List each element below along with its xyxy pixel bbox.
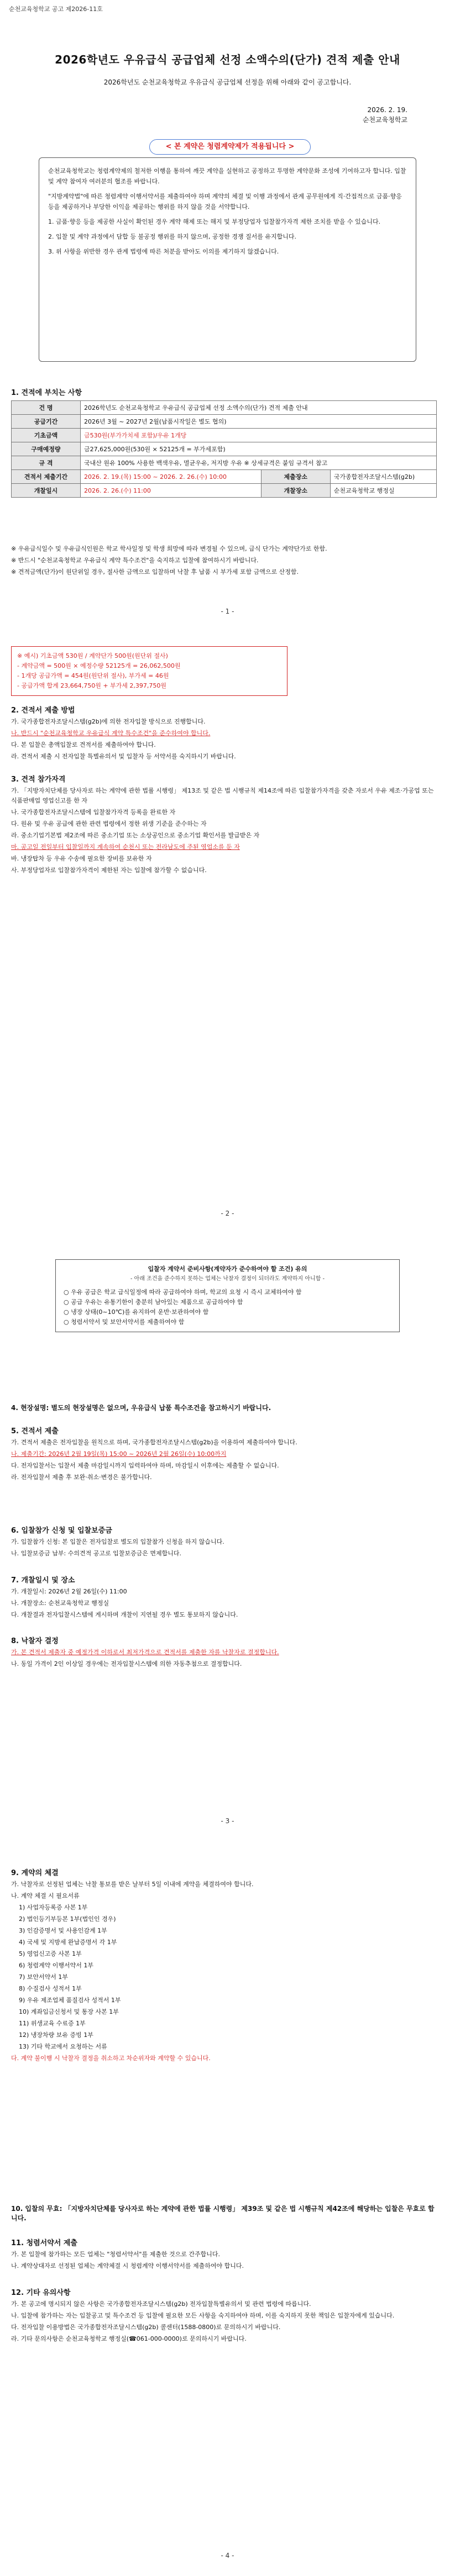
integrity-contract-banner: < 본 계약은 청렴계약제가 적용됩니다 > bbox=[149, 139, 311, 155]
body-line: 13) 기타 학교에서 요청하는 서류 bbox=[19, 2043, 107, 2050]
body-line: 가. 「지방자치단체를 당사자로 하는 계약에 관한 법률 시행령」 제13조 및 같은 법 시행규칙 제14조에 따른 입찰참가자격을 갖춘 자로서 우유 제조·가공업 또는 식품판매업 영업신고를 한 자 bbox=[11, 787, 434, 804]
table-key: 기초금액 bbox=[12, 429, 81, 442]
body-line: 6) 청렴계약 이행서약서 1부 bbox=[19, 1962, 94, 1969]
body-line: 8) 수질검사 성적서 1부 bbox=[19, 1985, 82, 1992]
table-key: 건 명 bbox=[12, 401, 81, 415]
body-line: 10) 계좌입금신청서 및 통장 사본 1부 bbox=[19, 2008, 119, 2015]
body-line: 라. 중소기업기본법 제2조에 따른 중소기업 또는 소상공인으로 중소기업 확인서를 발급받은 자 bbox=[11, 832, 260, 839]
sec1-notes bbox=[11, 544, 438, 579]
section-heading: 2. 견적서 제출 방법 bbox=[11, 706, 75, 715]
page-number: - 4 - bbox=[221, 2552, 234, 2559]
body-line: 바. 냉장탑차 등 우유 수송에 필요한 장비를 보유한 자 bbox=[11, 855, 152, 862]
table-row bbox=[12, 415, 437, 429]
condition-line: ○ 냉장 상태(0~10℃)를 유지하여 운반·보관하여야 함 bbox=[64, 1308, 209, 1316]
table-key: 개찰장소 bbox=[261, 484, 330, 498]
integrity-notice-box bbox=[39, 157, 416, 362]
notice-paragraph: 2. 입찰 및 계약 과정에서 담합 등 불공정 행위를 하지 않으며, 공정한 경쟁 질서를 유지합니다. bbox=[48, 233, 296, 240]
table-value: 2026. 2. 19.(목) 15:00 ~ 2026. 2. 26.(수) 10:00 bbox=[81, 470, 262, 484]
section-heading: 7. 개찰일시 및 장소 bbox=[11, 1576, 75, 1585]
body-line: 라. 전자입찰서 제출 후 보완·취소·변경은 불가합니다. bbox=[11, 1474, 152, 1481]
section-heading: 8. 낙찰자 결정 bbox=[11, 1637, 59, 1645]
table-value: 국내산 원유 100% 사용한 백색우유, 멸균우유, 저지방 우유 ※ 상세규격은 붙임 규격서 참고 bbox=[81, 456, 437, 470]
table-value: 2026학년도 순천교육청학교 우유급식 공급업체 선정 소액수의(단가) 견적 제출 안내 bbox=[81, 401, 437, 415]
body-line: 다. 본 입찰은 총액입찰로 견적서를 제출하여야 합니다. bbox=[11, 741, 156, 748]
table-key: 공급기간 bbox=[12, 415, 81, 429]
body-line: 가. 입찰참가 신청: 본 입찰은 전자입찰로 별도의 입찰참가 신청을 하지 않습니다. bbox=[11, 1538, 224, 1545]
body-line: 라. 견적서 제출 시 전자입찰 특별유의서 및 입찰자 등 서약서를 숙지하시기 바랍니다. bbox=[11, 753, 236, 760]
calc-line: - 공급가액 합계 23,664,750원 + 부가세 2,397,750원 bbox=[17, 682, 167, 689]
body-line: 다. 원유 및 우유 공급에 관한 관련 법령에서 정한 위생 기준을 준수하는 자 bbox=[11, 820, 207, 827]
sec7-body bbox=[11, 1587, 438, 1622]
table-row bbox=[12, 442, 437, 456]
body-line: 나. 제출기간: 2026년 2월 19일(목) 15:00 ~ 2026년 2월 26일(수) 10:00까지 bbox=[11, 1450, 227, 1458]
table-value: 순천교육청학교 행정실 bbox=[330, 484, 436, 498]
section-heading: 10. 입찰의 무효: 「지방자치단체를 당사자로 하는 계약에 관한 법률 시행령」 제39조 및 같은 법 시행규칙 제42조에 해당하는 입찰은 무효로 합니다. bbox=[11, 2205, 435, 2222]
sec2-body bbox=[11, 717, 438, 763]
body-line: 11) 위생교육 수료증 1부 bbox=[19, 2020, 86, 2027]
body-line: 가. 본 입찰에 참가하는 모든 업체는 "청렴서약서"를 제출한 것으로 간주합니다. bbox=[11, 2251, 220, 2258]
table-value: 2026. 2. 26.(수) 11:00 bbox=[81, 484, 262, 498]
section-heading: 4. 현장설명: 별도의 현장설명은 없으며, 우유급식 납품 특수조건을 참고하시기 바랍니다. bbox=[11, 1404, 271, 1412]
body-line: 가. 본 공고에 명시되지 않은 사항은 국가종합전자조달시스템(g2b) 전자입찰특별유의서 및 관련 법령에 따릅니다. bbox=[11, 2300, 311, 2308]
calc-line: - 계약금액 = 500원 × 예정수량 52125개 = 26,062,500원 bbox=[17, 662, 181, 669]
section-heading: 11. 청렴서약서 제출 bbox=[11, 2239, 77, 2247]
note-line: ※ 견적금액(단가)이 원단위일 경우, 절사한 금액으로 입찰하며 낙찰 후 납품 시 부가세 포함 금액으로 산정함. bbox=[11, 568, 299, 576]
table-value: 금27,625,000원(530원 × 52125개 = 부가세포함) bbox=[81, 442, 437, 456]
body-line: 나. 국가종합전자조달시스템에 입찰참가자격 등록을 완료한 자 bbox=[11, 809, 176, 816]
table-value: 2026년 3월 ~ 2027년 2월(납품시작일은 별도 협의) bbox=[81, 415, 437, 429]
issue-block bbox=[363, 105, 407, 125]
issuer-name: 순천교육청학교 bbox=[362, 116, 407, 124]
notice-paragraph: 순천교육청학교는 청렴계약제의 철저한 이행을 통하여 깨끗 계약을 실현하고 공정하고 투명한 계약문화 조성에 기여하고자 합니다. 입찰 및 계약 참여자 여러분의 협조를 바랍니다. bbox=[48, 167, 406, 185]
lead-text: 2026학년도 순천교육청학교 우유급식 공급업체 선정을 위해 아래와 같이 공고합니다. bbox=[103, 78, 352, 86]
note-line: ※ 반드시 "순천교육청학교 우유급식 계약 특수조건"을 숙지하고 입찰에 참여하시기 바랍니다. bbox=[11, 557, 259, 564]
condition-line: ○ 청렴서약서 및 보안서약서를 제출하여야 함 bbox=[64, 1318, 185, 1326]
body-line: 라. 기타 문의사항은 순천교육청학교 행정실(☎061-000-0000)로 문의하시기 바랍니다. bbox=[11, 2335, 247, 2342]
table-row bbox=[12, 429, 437, 442]
section-heading: 9. 계약의 체결 bbox=[11, 1869, 59, 1877]
conditions-title: 입찰자 계약서 준비사항(계약자가 준수하여야 할 조건) 유의 bbox=[148, 1265, 307, 1273]
body-line: 가. 낙찰자로 선정된 업체는 낙찰 통보를 받은 날부터 5일 이내에 계약을 체결하여야 합니다. bbox=[11, 1881, 254, 1888]
body-line: 3) 인감증명서 및 사용인감계 1부 bbox=[19, 1927, 107, 1934]
sec12-body bbox=[11, 2299, 438, 2346]
body-line: 나. 개찰장소: 순천교육청학교 행정실 bbox=[11, 1600, 109, 1607]
section-heading: 1. 견적에 부치는 사항 bbox=[11, 389, 82, 397]
calc-example-box bbox=[11, 646, 287, 696]
calc-line: - 1개당 공급가액 = 454원(원단위 절사), 부가세 = 46원 bbox=[17, 672, 169, 679]
conditions-subtitle: - 아래 조건을 준수하지 못하는 업체는 낙찰자 결정이 되더라도 계약하지 아니함 - bbox=[130, 1276, 325, 1282]
page-number: - 1 - bbox=[221, 608, 234, 615]
notice-paragraph: "지방계약법"에 따른 청렴계약 이행서약서를 제출하여야 하며 계약의 체결 및 이행 과정에서 관계 공무원에게 직·간접적으로 금품·향응 등을 제공하거나 부당한 이익을 제공하는 행위를 하지 않을 것을 서약합니다. bbox=[48, 193, 402, 210]
table-key: 제출장소 bbox=[261, 470, 330, 484]
page-number: - 3 - bbox=[221, 1817, 234, 1825]
body-line: 9) 우유 제조업체 품질검사 성적서 1부 bbox=[19, 1997, 121, 2004]
table-value: 국가종합전자조달시스템(g2b) bbox=[330, 470, 436, 484]
bid-info-table bbox=[11, 400, 437, 498]
condition-line: ○ 공급 우유는 유통기한이 충분히 남아있는 제품으로 공급하여야 함 bbox=[64, 1298, 243, 1306]
condition-line: ○ 우유 공급은 학교 급식일정에 따라 공급하여야 하며, 학교의 요청 시 즉시 교체하여야 함 bbox=[64, 1289, 302, 1296]
body-line: 마. 공고일 전일부터 입찰일까지 계속하여 순천시 또는 전라남도에 주된 영업소를 둔 자 bbox=[11, 843, 240, 851]
body-line: 나. 입찰에 참가하는 자는 입찰공고 및 특수조건 등 입찰에 필요한 모든 사항을 숙지하여야 하며, 이를 숙지하지 못한 책임은 입찰자에게 있습니다. bbox=[11, 2312, 395, 2319]
section-heading: 12. 기타 유의사항 bbox=[11, 2289, 71, 2297]
body-line: 나. 계약 체결 시 필요서류 bbox=[11, 1892, 80, 1899]
page-number: - 2 - bbox=[221, 1210, 234, 1217]
table-row bbox=[12, 401, 437, 415]
table-key: 규 격 bbox=[12, 456, 81, 470]
notice-paragraph: 1. 금품·향응 등을 제공한 사실이 확인된 경우 계약 해제 또는 해지 및 부정당업자 입찰참가자격 제한 조치를 받을 수 있습니다. bbox=[48, 218, 381, 225]
table-row bbox=[12, 456, 437, 470]
table-key: 개찰일시 bbox=[12, 484, 81, 498]
body-line: 다. 계약 불이행 시 낙찰자 결정을 취소하고 차순위자와 계약할 수 있습니다. bbox=[11, 2055, 211, 2062]
body-line: 다. 전자입찰 이용방법은 국가종합전자조달시스템(g2b) 콜센터(1588-0800)로 문의하시기 바랍니다. bbox=[11, 2324, 281, 2331]
body-line: 가. 본 견적서 제출자 중 예정가격 이하로서 최저가격으로 견적서를 제출한 자를 낙찰자로 결정합니다. bbox=[11, 1649, 279, 1656]
body-line: 12) 냉장차량 보유 증빙 1부 bbox=[19, 2031, 93, 2039]
page-title: 2026학년도 우유급식 공급업체 선정 소액수의(단가) 견적 제출 안내 bbox=[55, 53, 400, 66]
body-line: 5) 영업신고증 사본 1부 bbox=[19, 1950, 82, 1957]
body-line: 나. 입찰보증금 납부: 수의견적 공고로 입찰보증금은 면제합니다. bbox=[11, 1550, 181, 1557]
note-line: ※ 우유급식일수 및 우유급식인원은 학교 학사일정 및 학생 희망에 따라 변경될 수 있으며, 급식 단가는 계약단가로 한함. bbox=[11, 545, 327, 552]
table-row bbox=[12, 470, 437, 484]
section-heading: 6. 입찰참가 신청 및 입찰보증금 bbox=[11, 1527, 112, 1535]
issue-date: 2026. 2. 19. bbox=[367, 106, 407, 114]
sec9-body bbox=[11, 1880, 438, 2065]
section-heading: 5. 견적서 제출 bbox=[11, 1427, 59, 1435]
body-line: 4) 국세 및 지방세 완납증명서 각 1부 bbox=[19, 1939, 117, 1946]
body-line: 다. 전자입찰서는 입찰서 제출 마감일시까지 입력하여야 하며, 마감일시 이후에는 제출할 수 없습니다. bbox=[11, 1462, 279, 1469]
body-line: 나. 동일 가격이 2인 이상일 경우에는 전자입찰시스템에 의한 자동추첨으로 결정합니다. bbox=[11, 1660, 242, 1667]
sec6-body bbox=[11, 1537, 438, 1560]
body-line: 사. 부정당업자로 입찰참가자격이 제한된 자는 입찰에 참가할 수 없습니다. bbox=[11, 867, 207, 874]
body-line: 7) 보안서약서 1부 bbox=[19, 1973, 69, 1981]
sec5-body bbox=[11, 1438, 438, 1484]
notice-paragraph: 3. 위 사항을 위반한 경우 관계 법령에 따른 처분을 받아도 이의를 제기하지 않겠습니다. bbox=[48, 248, 279, 255]
body-line: 2) 법인등기부등본 1부(법인인 경우) bbox=[19, 1915, 116, 1923]
doc-number: 순천교육청학교 공고 제2026-11호 bbox=[9, 6, 103, 13]
body-line: 가. 개찰일시: 2026년 2월 26일(수) 11:00 bbox=[11, 1588, 127, 1595]
body-line: 나. 반드시 "순천교육청학교 우유급식 계약 특수조건"을 준수하여야 합니다. bbox=[11, 730, 211, 737]
sec8-body bbox=[11, 1648, 438, 1671]
body-line: 가. 견적서 제출은 전자입찰을 원칙으로 하며, 국가종합전자조달시스템(g2b)을 이용하여 제출하여야 합니다. bbox=[11, 1439, 297, 1446]
table-value: 금530원(부가가치세 포함)/우유 1개당 bbox=[81, 429, 437, 442]
body-line: 가. 국가종합전자조달시스템(g2b)에 의한 전자입찰 방식으로 진행합니다. bbox=[11, 718, 206, 725]
body-line: 1) 사업자등록증 사본 1부 bbox=[19, 1904, 88, 1911]
sec11-body bbox=[11, 2250, 438, 2273]
table-row bbox=[12, 484, 437, 498]
table-key: 구매예정량 bbox=[12, 442, 81, 456]
section-heading: 3. 견적 참가자격 bbox=[11, 775, 66, 784]
table-key: 견적서 제출기간 bbox=[12, 470, 81, 484]
sec3-body bbox=[11, 786, 438, 877]
body-line: 다. 개찰결과 전자입찰시스템에 게시하며 개찰이 지연될 경우 별도 통보하지 않습니다. bbox=[11, 1611, 238, 1618]
contract-conditions-box bbox=[55, 1259, 400, 1332]
body-line: 나. 계약상대자로 선정된 업체는 계약체결 시 청렴계약 이행서약서를 제출하여야 합니다. bbox=[11, 2262, 244, 2269]
calc-line: ※ 예시) 기초금액 530원 / 계약단가 500원(원단위 절사) bbox=[17, 652, 168, 659]
